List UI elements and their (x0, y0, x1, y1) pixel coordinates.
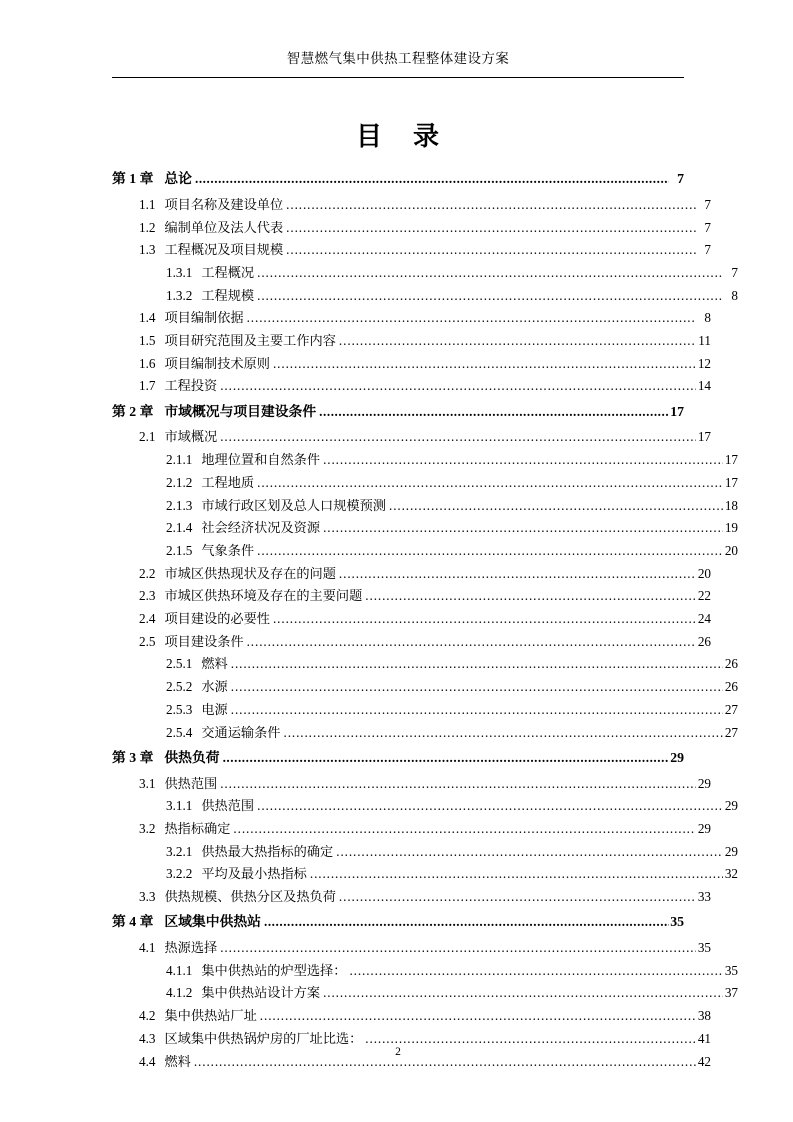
toc-dot-leader (389, 499, 723, 512)
toc-entry-number: 2.1.1 (166, 452, 193, 468)
toc-entry[interactable] (112, 822, 711, 835)
toc-entry-number: 2.2 (139, 565, 156, 581)
toc-dot-leader (257, 476, 723, 489)
toc-entry-title: 平均及最小热指标 (201, 866, 307, 882)
toc-entry-page: 20 (697, 565, 711, 581)
toc-entry-page: 27 (724, 701, 738, 717)
toc-entry-page: 17 (724, 452, 738, 468)
toc-entry-page: 17 (670, 403, 684, 419)
header-divider (112, 77, 684, 78)
toc-dot-leader (323, 453, 723, 466)
toc-dot-leader (220, 379, 696, 392)
toc-entry-title: 项目建设的必要性 (164, 611, 270, 627)
toc-dot-leader (349, 964, 723, 977)
toc-entry-title: 供热规模、供热分区及热负荷 (164, 889, 336, 905)
toc-entry-page: 29 (724, 843, 738, 859)
toc-entry-title: 工程概况及项目规模 (164, 242, 284, 258)
toc-entry-page: 33 (697, 889, 711, 905)
toc-entry-title: 项目名称及建设单位 (164, 196, 284, 212)
toc-entry[interactable] (112, 612, 711, 625)
toc-entry-number: 2.5 (139, 633, 156, 649)
toc-entry[interactable] (112, 289, 738, 302)
toc-entry[interactable] (112, 405, 684, 419)
toc-entry-title: 编制单位及法人代表 (164, 219, 284, 235)
toc-entry-page: 11 (698, 333, 711, 349)
toc-entry-title: 地理位置和自然条件 (201, 452, 321, 468)
toc-entry-title: 工程规模 (201, 287, 255, 303)
toc-dot-leader (323, 986, 723, 999)
toc-entry-title: 市城区供热现状及存在的问题 (164, 565, 336, 581)
toc-entry-page: 7 (704, 219, 711, 235)
toc-entry-number: 1.7 (139, 378, 156, 394)
toc-dot-leader (286, 243, 696, 256)
toc-entry-number: 第 3 章 (112, 749, 154, 765)
toc-entry-title: 社会经济状况及资源 (201, 520, 321, 536)
toc-entry[interactable] (112, 266, 738, 279)
toc-entry-page: 42 (697, 1053, 711, 1069)
toc-dot-leader (231, 703, 723, 716)
toc-entry-title: 市域概况 (164, 429, 218, 445)
toc-entry-number: 4.3 (139, 1030, 156, 1046)
toc-dot-leader (273, 357, 696, 370)
toc-entry[interactable] (112, 726, 738, 739)
toc-entry[interactable] (112, 845, 738, 858)
toc-entry[interactable] (112, 334, 711, 347)
toc-entry-number: 2.5.3 (166, 701, 193, 717)
toc-entry[interactable] (112, 172, 684, 186)
toc-entry-number: 3.1.1 (166, 798, 193, 814)
toc-entry-number: 2.5.1 (166, 656, 193, 672)
toc-entry-title: 工程地质 (201, 474, 255, 490)
toc-entry-page: 7 (677, 171, 684, 186)
toc-entry-title: 工程概况 (201, 264, 255, 280)
toc-entry[interactable] (112, 751, 684, 765)
toc-entry[interactable] (112, 915, 684, 929)
toc-entry-page: 37 (724, 985, 738, 1001)
toc-entry-page: 18 (724, 497, 738, 513)
table-of-contents (112, 171, 738, 1077)
toc-entry-title: 交通运输条件 (201, 724, 281, 740)
toc-dot-leader (231, 680, 723, 693)
toc-entry-number: 1.1 (139, 196, 156, 212)
toc-dot-leader (286, 221, 696, 234)
toc-dot-leader (231, 657, 723, 670)
toc-entry[interactable] (112, 311, 711, 324)
toc-dot-leader (323, 521, 723, 534)
toc-entry[interactable] (112, 589, 711, 602)
toc-entry-number: 3.3 (139, 889, 156, 905)
toc-entry-title: 热源选择 (164, 940, 218, 956)
toc-entry-number: 1.6 (139, 355, 156, 371)
toc-entry-number: 1.4 (139, 310, 156, 326)
toc-entry-title: 工程投资 (164, 378, 218, 394)
toc-entry-number: 2.1.3 (166, 497, 193, 513)
toc-dot-leader (220, 941, 696, 954)
toc-entry-title: 燃料 (201, 656, 228, 672)
toc-entry-page: 26 (724, 656, 738, 672)
toc-entry-number: 第 4 章 (112, 914, 154, 930)
toc-entry[interactable] (112, 198, 711, 211)
toc-dot-leader (319, 405, 669, 419)
toc-entry-page: 8 (704, 310, 711, 326)
toc-dot-leader (310, 867, 723, 880)
toc-entry-title: 燃料 (164, 1053, 191, 1069)
page-title: 目 录 (355, 122, 440, 151)
toc-entry-page: 26 (724, 679, 738, 695)
toc-entry[interactable] (112, 941, 711, 954)
toc-entry-title: 项目建设条件 (164, 633, 244, 649)
toc-entry-title: 项目编制技术原则 (164, 355, 270, 371)
toc-entry-page: 27 (724, 724, 738, 740)
toc-entry-number: 1.2 (139, 219, 156, 235)
toc-entry-title: 供热范围 (201, 798, 255, 814)
toc-entry-title: 集中供热站设计方案 (201, 985, 321, 1001)
toc-dot-leader (257, 266, 723, 279)
toc-entry-title: 总论 (164, 171, 192, 186)
toc-entry[interactable] (112, 567, 711, 580)
toc-entry-title: 气象条件 (201, 542, 255, 558)
toc-entry[interactable] (112, 476, 738, 489)
toc-entry[interactable] (112, 521, 738, 534)
toc-entry-number: 4.1.2 (166, 985, 193, 1001)
toc-entry-number: 4.1.1 (166, 962, 193, 978)
toc-entry-number: 2.1.2 (166, 474, 193, 490)
toc-dot-leader (284, 726, 724, 739)
toc-entry-title: 供热负荷 (164, 749, 220, 765)
toc-entry-page: 26 (697, 633, 711, 649)
toc-entry-page: 17 (724, 474, 738, 490)
toc-dot-leader (257, 289, 723, 302)
toc-entry-page: 7 (731, 264, 738, 280)
toc-entry-page: 29 (697, 820, 711, 836)
toc-entry[interactable] (112, 890, 711, 903)
toc-entry-number: 2.1.4 (166, 520, 193, 536)
toc-entry[interactable] (112, 1009, 711, 1022)
toc-dot-leader (220, 430, 696, 443)
toc-entry[interactable] (112, 221, 711, 234)
toc-entry[interactable] (112, 964, 738, 977)
running-header (112, 48, 684, 70)
toc-dot-leader (264, 915, 669, 929)
toc-entry[interactable] (112, 867, 738, 880)
toc-dot-leader (339, 890, 696, 903)
toc-entry-page: 24 (697, 611, 711, 627)
toc-dot-leader (247, 311, 696, 324)
toc-dot-leader (233, 822, 696, 835)
toc-entry-page: 41 (697, 1030, 711, 1046)
toc-entry[interactable] (112, 777, 711, 790)
toc-entry-page: 29 (697, 775, 711, 791)
toc-entry-page: 14 (697, 378, 711, 394)
toc-entry[interactable] (112, 544, 738, 557)
toc-entry-page: 35 (697, 940, 711, 956)
toc-dot-leader (223, 751, 669, 765)
toc-entry-number: 1.3 (139, 242, 156, 258)
toc-entry-number: 2.5.2 (166, 679, 193, 695)
toc-dot-leader (336, 845, 723, 858)
toc-entry-page: 38 (697, 1008, 711, 1024)
toc-entry-number: 3.2 (139, 820, 156, 836)
toc-entry-number: 4.2 (139, 1008, 156, 1024)
toc-entry-number: 3.1 (139, 775, 156, 791)
toc-entry-page: 17 (697, 429, 711, 445)
toc-entry-title: 供热范围 (164, 775, 218, 791)
page-footer (112, 1046, 684, 1058)
toc-entry-title: 市城区供热环境及存在的主要问题 (164, 588, 363, 604)
toc-entry-title: 水源 (201, 679, 228, 695)
toc-dot-leader (339, 334, 696, 347)
toc-dot-leader (286, 198, 696, 211)
header-title: 智慧燃气集中供热工程整体建设方案 (286, 51, 510, 66)
toc-entry-title: 项目研究范围及主要工作内容 (164, 333, 336, 349)
toc-entry[interactable] (112, 635, 711, 648)
toc-entry-page: 29 (724, 798, 738, 814)
toc-entry-page: 35 (670, 914, 684, 930)
toc-entry-title: 市域概况与项目建设条件 (164, 403, 317, 419)
toc-dot-leader (195, 172, 669, 186)
toc-entry-page: 29 (670, 749, 684, 765)
toc-entry-number: 1.3.2 (166, 287, 193, 303)
toc-entry[interactable] (112, 986, 738, 999)
toc-entry[interactable] (112, 703, 738, 716)
toc-dot-leader (365, 1032, 696, 1045)
toc-entry[interactable] (112, 799, 738, 812)
toc-entry[interactable] (112, 453, 738, 466)
toc-entry-title: 电源 (201, 701, 228, 717)
toc-entry-title: 集中供热站的炉型选择： (201, 962, 347, 978)
toc-entry-title: 热指标确定 (164, 820, 231, 836)
toc-dot-leader (257, 544, 723, 557)
toc-entry-number: 2.5.4 (166, 724, 193, 740)
toc-entry-title: 区域集中供热锅炉房的厂址比选： (164, 1030, 363, 1046)
toc-entry[interactable] (112, 430, 711, 443)
toc-entry-number: 1.5 (139, 333, 156, 349)
toc-entry[interactable] (112, 499, 738, 512)
toc-entry-number: 4.4 (139, 1053, 156, 1069)
toc-entry-page: 19 (724, 520, 738, 536)
toc-entry[interactable] (112, 357, 711, 370)
toc-entry-number: 2.3 (139, 588, 156, 604)
toc-dot-leader (273, 612, 696, 625)
toc-entry-page: 22 (697, 588, 711, 604)
toc-entry[interactable] (112, 243, 711, 256)
toc-entry-page: 35 (724, 962, 738, 978)
toc-dot-leader (247, 635, 696, 648)
toc-entry-page: 20 (724, 542, 738, 558)
toc-entry-title: 集中供热站厂址 (164, 1008, 257, 1024)
toc-dot-leader (220, 777, 696, 790)
toc-entry-title: 市域行政区划及总人口规模预测 (201, 497, 386, 513)
toc-entry-title: 项目编制依据 (164, 310, 244, 326)
toc-entry-number: 第 1 章 (112, 171, 154, 186)
toc-entry-title: 区域集中供热站 (164, 914, 261, 930)
footer-page-number: 2 (395, 1046, 401, 1058)
toc-entry-page: 7 (704, 242, 711, 258)
toc-entry-page: 8 (731, 287, 738, 303)
toc-entry-number: 2.1.5 (166, 542, 193, 558)
toc-entry-page: 12 (697, 355, 711, 371)
toc-entry-number: 4.1 (139, 940, 156, 956)
toc-dot-leader (257, 799, 723, 812)
toc-entry-title: 供热最大热指标的确定 (201, 843, 334, 859)
toc-dot-leader (339, 567, 696, 580)
toc-entry-number: 第 2 章 (112, 403, 154, 419)
toc-entry-page: 32 (724, 866, 738, 882)
toc-entry-number: 3.2.2 (166, 866, 193, 882)
toc-entry[interactable] (112, 1032, 711, 1045)
toc-entry-number: 1.3.1 (166, 264, 193, 280)
toc-entry[interactable] (112, 680, 738, 693)
toc-dot-leader (260, 1009, 696, 1022)
toc-entry[interactable] (112, 379, 711, 392)
toc-entry[interactable] (112, 657, 738, 670)
toc-entry-page: 7 (704, 196, 711, 212)
toc-entry-number: 2.1 (139, 429, 156, 445)
toc-dot-leader (365, 589, 696, 602)
toc-entry-number: 3.2.1 (166, 843, 193, 859)
toc-entry-number: 2.4 (139, 611, 156, 627)
